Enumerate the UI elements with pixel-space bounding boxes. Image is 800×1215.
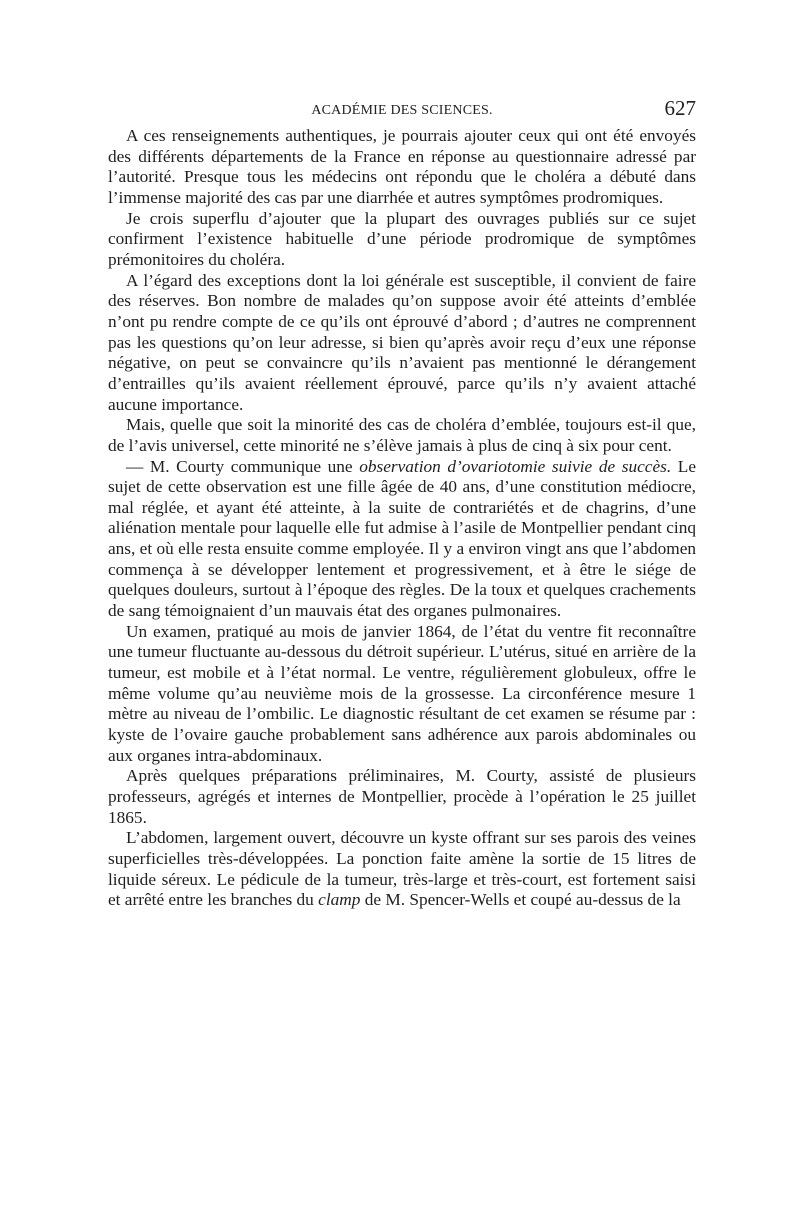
paragraph-abdomen-lead: L’abdomen, largement ouvert, découvre un kyste offrant sur ses parois des veines superficielles très-développées. La ponction faite amène la sortie de 15 litres de liquide séreux. Le pédicule de la tumeur, très-large et très-court, est fortement saisi et arrêté entre les branches du — [108, 828, 696, 910]
page-number: 627 — [664, 96, 696, 120]
clamp-term: clamp — [318, 890, 361, 910]
paragraph-renseignements: A ces renseignements authentiques, je pourrais ajouter ceux qui ont été envoyés des différents départements de la France en réponse au questionnaire adressé par l’autorité. Presque tous les médecins ont répondu que le choléra a débuté dans l’immense majorité des cas par une diarrhée et autres symptômes prodromiques. — [108, 126, 696, 207]
document-page — [108, 98, 696, 911]
paragraph-abdomen-tail: de M. Spencer-Wells et coupé au-dessus de la — [360, 890, 681, 910]
paragraph-exceptions: A l’égard des exceptions dont la loi générale est susceptible, il convient de faire des réserves. Bon nombre de malades qu’on suppose avoir été atteints d’emblée n’ont pu rendre compte de ce qu’ils ont éprouvé d’abord ; d’autres ne comprennent pas les questions qu’on leur adresse, si bien qu’après avoir reçu d’eux une réponse négative, on peut se convaincre qu’ils n’avaient pas mentionné le dérangement d’entrailles qu’ils avaient réellement éprouvé, parce qu’ils n’y avaient attaché aucune importance. — [108, 270, 696, 414]
running-title: ACADÉMIE DES SCIENCES. — [311, 103, 493, 118]
running-head — [108, 98, 696, 122]
paragraph-courty-body: Le sujet de cette observation est une fille âgée de 40 ans, d’une constitution médiocre, mal réglée, et ayant été atteinte, à la suite de contrariétés et de chagrins, d’une aliénation mentale pour laquelle elle fut admise à l’asile de Montpellier pendant cinq ans, et où elle resta ensuite comme employée. Il y a environ vingt ans que l’abdomen commença à se développer lentement et progressivement, et à être le siége de quelques douleurs, surtout à l’époque des règles. De la toux et quelques crachements de sang témoignaient d’un mauvais état des organes pulmonaires. — [108, 456, 697, 621]
paragraph-courty-title: observation d’ovariotomie suivie de succès. — [359, 456, 672, 476]
paragraph-courty-lead: — M. Courty communique une — [126, 456, 360, 476]
paragraph-examen: Un examen, pratiqué au mois de janvier 1864, de l’état du ventre fit reconnaître une tumeur fluctuante au-dessous du détroit supérieur. L’utérus, situé en arrière de la tumeur, est mobile et à l’état normal. Le ventre, régulièrement globuleux, offre le même volume qu’au neuvième mois de la grossesse. La circonférence mesure 1 mètre au niveau de l’ombilic. Le diagnostic résultant de cet examen se résume par : kyste de l’ovaire gauche probablement sans adhérence aux parois abdominales ou aux organes intra-abdominaux. — [108, 621, 696, 765]
paragraph-abdomen — [108, 828, 696, 911]
paragraph-minorite: Mais, quelle que soit la minorité des cas de choléra d’emblée, toujours est-il que, de l’avis universel, cette minorité ne s’élève jamais à plus de cinq à six pour cent. — [108, 415, 696, 455]
paragraph-preparations: Après quelques préparations préliminaires, M. Courty, assisté de plusieurs professeurs, agrégés et internes de Montpellier, procède à l’opération le 25 juillet 1865. — [108, 766, 696, 827]
paragraph-ouvrages: Je crois superflu d’ajouter que la plupart des ouvrages publiés sur ce sujet confirment l’existence habituelle d’une période prodromique de symptômes prémonitoires du choléra. — [108, 208, 696, 269]
paragraph-courty-communique — [108, 457, 696, 622]
